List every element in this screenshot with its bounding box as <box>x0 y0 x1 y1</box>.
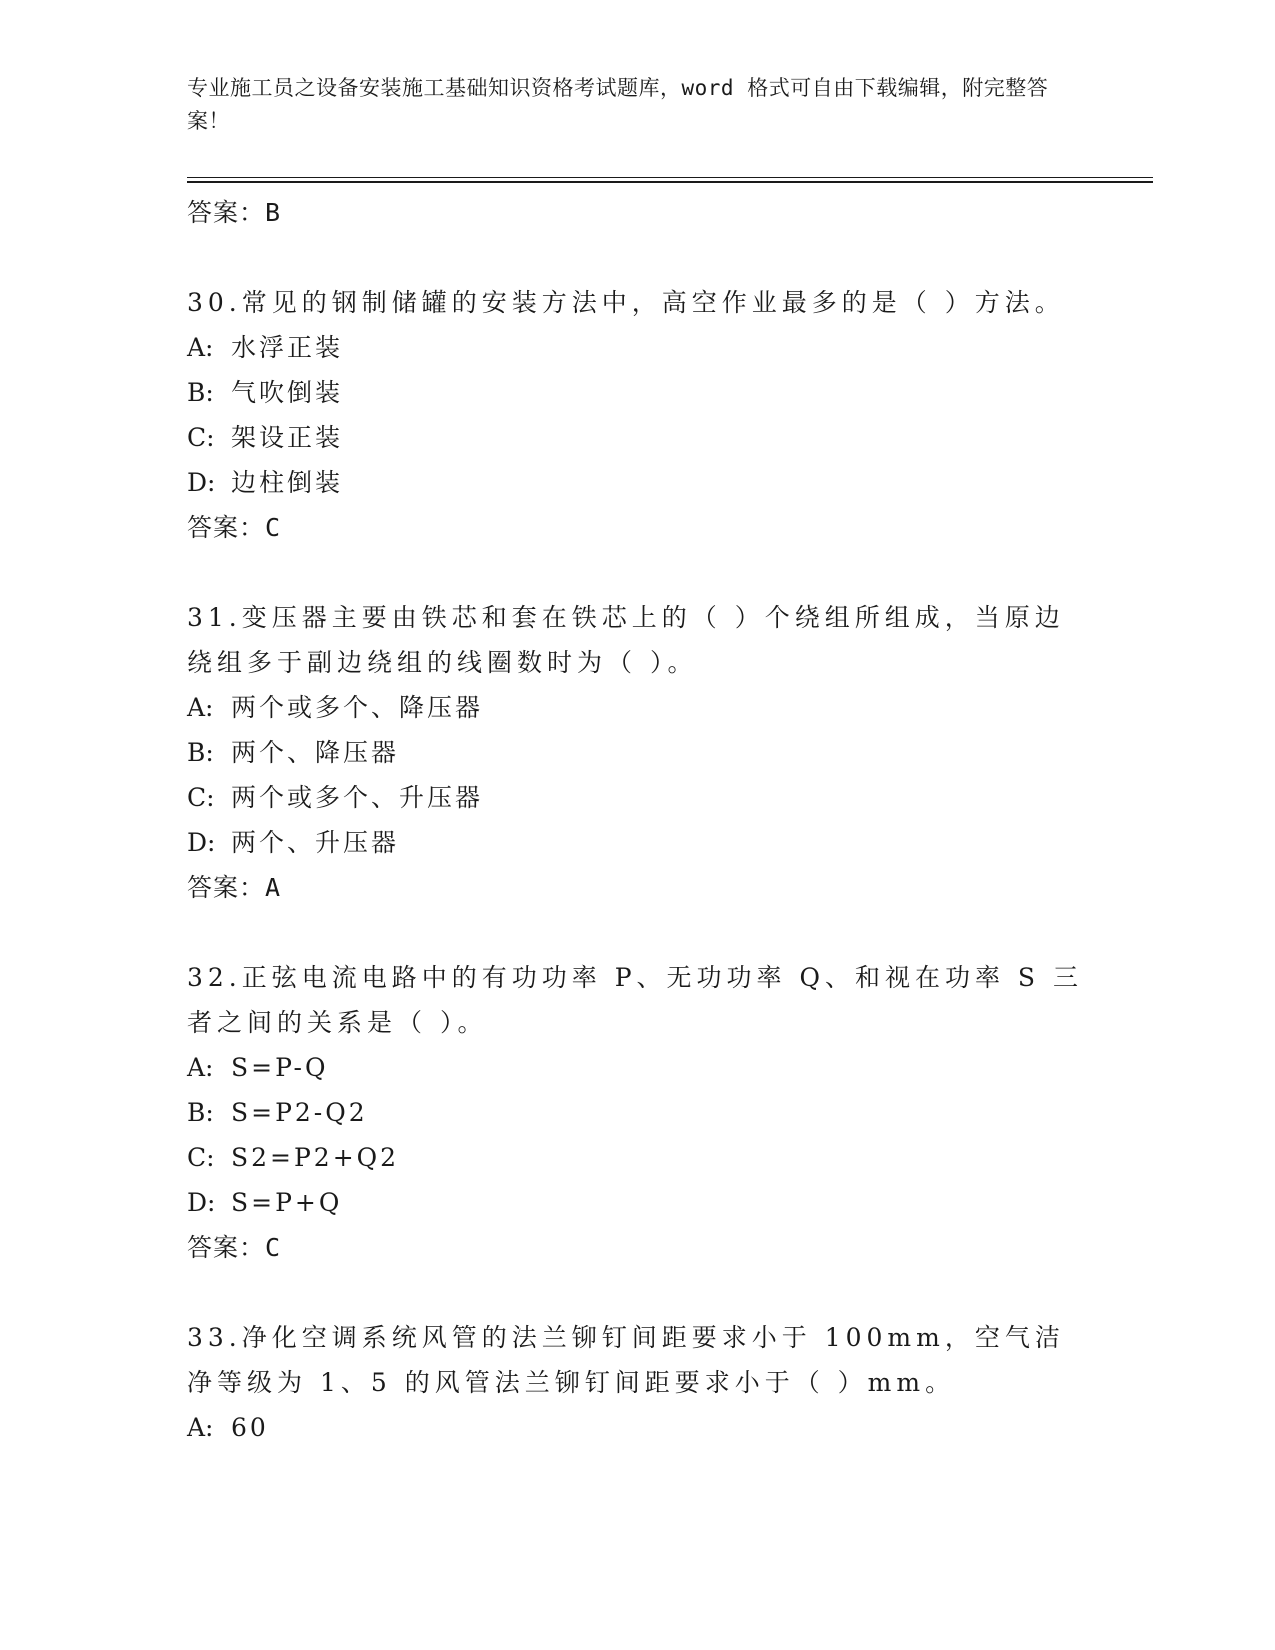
option-b <box>187 730 1087 775</box>
option-b <box>187 1090 1087 1135</box>
option-c <box>187 1135 1087 1180</box>
option-text: 两个或多个、降压器 <box>231 693 484 722</box>
option-letter: C: <box>187 783 215 812</box>
option-letter: D: <box>187 468 216 497</box>
header-divider-thick <box>187 181 1153 183</box>
option-d <box>187 1180 1087 1225</box>
option-letter: C: <box>187 1143 215 1172</box>
option-a <box>187 1045 1087 1090</box>
answer-line <box>187 505 1087 550</box>
header-divider <box>187 177 1153 178</box>
answer-value: A <box>265 873 282 902</box>
answer-value: C <box>265 513 282 542</box>
option-letter: B: <box>187 378 214 407</box>
option-d <box>187 820 1087 865</box>
option-text: S=P+Q <box>231 1188 343 1217</box>
option-text: 两个、降压器 <box>231 738 400 767</box>
question-list <box>187 190 1087 1450</box>
question-text: 32.正弦电流电路中的有功功率 P、无功功率 Q、和视在功率 S 三者之间的关系是（ ）。 <box>187 963 1083 1037</box>
option-a <box>187 325 1087 370</box>
option-c <box>187 415 1087 460</box>
option-letter: D: <box>187 1188 216 1217</box>
option-b <box>187 370 1087 415</box>
page-header: 专业施工员之设备安装施工基础知识资格考试题库，word 格式可自由下载编辑，附完整答案！ <box>187 76 1049 133</box>
option-text: 边柱倒装 <box>231 468 344 497</box>
option-text: 60 <box>231 1413 269 1442</box>
answer-prefix: 答案： <box>187 198 266 227</box>
answer-value: C <box>265 1233 282 1262</box>
option-letter: B: <box>187 738 214 767</box>
option-letter: A: <box>187 1413 214 1442</box>
answer-line <box>187 190 1087 235</box>
question-text: 33.净化空调系统风管的法兰铆钉间距要求小于 100mm，空气洁净等级为 1、5 的风管法兰铆钉间距要求小于（ ）mm。 <box>187 1323 1065 1397</box>
option-c <box>187 775 1087 820</box>
option-a <box>187 1405 1087 1450</box>
option-text: 气吹倒装 <box>231 378 344 407</box>
option-a <box>187 685 1087 730</box>
option-text: S=P-Q <box>231 1053 329 1082</box>
question-text: 31.变压器主要由铁芯和套在铁芯上的（ ）个绕组所组成，当原边绕组多于副边绕组的线圈数时为（ ）。 <box>187 603 1065 677</box>
option-text: S2=P2+Q2 <box>231 1143 400 1172</box>
answer-prefix: 答案： <box>187 513 266 542</box>
question-text: 30.常见的钢制储罐的安装方法中，高空作业最多的是（ ）方法。 <box>187 288 1065 317</box>
option-text: 水浮正装 <box>231 333 344 362</box>
option-d <box>187 460 1087 505</box>
option-letter: B: <box>187 1098 214 1127</box>
answer-value: B <box>265 198 282 227</box>
option-letter: D: <box>187 828 216 857</box>
option-letter: A: <box>187 1053 214 1082</box>
option-text: 架设正装 <box>231 423 344 452</box>
answer-prefix: 答案： <box>187 1233 266 1262</box>
answer-line <box>187 865 1087 910</box>
answer-line <box>187 1225 1087 1270</box>
option-letter: C: <box>187 423 215 452</box>
option-text: 两个、升压器 <box>231 828 400 857</box>
option-text: 两个或多个、升压器 <box>231 783 484 812</box>
option-text: S=P2-Q2 <box>231 1098 368 1127</box>
answer-prefix: 答案： <box>187 873 266 902</box>
option-letter: A: <box>187 333 214 362</box>
option-letter: A: <box>187 693 214 722</box>
